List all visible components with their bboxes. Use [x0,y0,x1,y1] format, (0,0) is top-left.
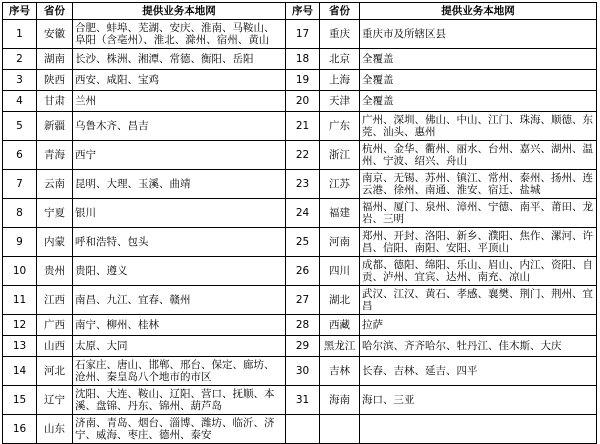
province-cell: 浙江 [320,141,360,170]
table-row [3,20,597,49]
local-network-cell: 全覆盖 [360,91,597,112]
province-cell [320,415,360,444]
seq-cell: 4 [3,91,37,112]
seq-cell: 13 [3,336,37,357]
province-cell: 甘肃 [37,91,73,112]
seq-cell: 9 [3,228,37,257]
seq-cell: 22 [286,141,320,170]
table-row [3,315,597,336]
local-network-cell: 成都、德阳、绵阳、乐山、眉山、内江、资阳、自贡、泸州、宜宾、达州、南充、凉山 [360,257,597,286]
local-network-cell: 全覆盖 [360,70,597,91]
header-local-network: 提供业务本地网 [360,3,597,20]
province-cell: 重庆 [320,20,360,49]
province-cell: 北京 [320,49,360,70]
province-cell: 湖北 [320,286,360,315]
table-row [3,70,597,91]
local-network-cell: 银川 [73,199,286,228]
seq-cell: 7 [3,170,37,199]
local-network-cell: 贵阳、遵义 [73,257,286,286]
table-row [3,357,597,386]
coverage-table [2,2,597,444]
seq-cell: 14 [3,357,37,386]
table-row [3,141,597,170]
province-cell: 河北 [37,357,73,386]
seq-cell: 12 [3,315,37,336]
seq-cell: 30 [286,357,320,386]
local-network-cell: 西宁 [73,141,286,170]
seq-cell: 3 [3,70,37,91]
local-network-cell: 沈阳、大连、鞍山、辽阳、营口、抚顺、本溪、盘锦、丹东、锦州、葫芦岛 [73,386,286,415]
province-cell: 湖南 [37,49,73,70]
seq-cell: 8 [3,199,37,228]
province-cell: 河南 [320,228,360,257]
local-network-cell: 乌鲁木齐、昌吉 [73,112,286,141]
seq-cell: 25 [286,228,320,257]
province-cell: 广东 [320,112,360,141]
seq-cell: 17 [286,20,320,49]
province-cell: 江西 [37,286,73,315]
province-cell: 山西 [37,336,73,357]
table-row [3,170,597,199]
local-network-cell: 长春、吉林、延吉、四平 [360,357,597,386]
local-network-cell: 武汉、江汉、黄石、孝感、襄樊、荆门、荆州、宜昌 [360,286,597,315]
province-cell: 辽宁 [37,386,73,415]
table-row [3,228,597,257]
local-network-cell: 南京、无锡、苏州、镇江、常州、泰州、扬州、连云港、徐州、南通、淮安、宿迁、盐城 [360,170,597,199]
province-cell: 广西 [37,315,73,336]
local-network-cell: 呼和浩特、包头 [73,228,286,257]
local-network-cell: 哈尔滨、齐齐哈尔、牡丹江、佳木斯、大庆 [360,336,597,357]
province-cell: 天津 [320,91,360,112]
seq-cell: 11 [3,286,37,315]
seq-cell: 24 [286,199,320,228]
local-network-cell: 南宁、柳州、桂林 [73,315,286,336]
seq-cell: 31 [286,386,320,415]
local-network-cell: 石家庄、唐山、邯郸、邢台、保定、廊坊、沧州、秦皇岛八个地市的市区 [73,357,286,386]
table-row [3,336,597,357]
local-network-cell: 福州、厦门、泉州、漳州、宁德、南平、莆田、龙岩、三明 [360,199,597,228]
province-cell: 云南 [37,170,73,199]
local-network-cell: 长沙、株洲、湘潭、常德、衡阳、岳阳 [73,49,286,70]
province-cell: 海南 [320,386,360,415]
table-row [3,415,597,444]
province-cell: 新疆 [37,112,73,141]
seq-cell: 18 [286,49,320,70]
province-cell: 陕西 [37,70,73,91]
table-row [3,112,597,141]
province-cell: 内蒙 [37,228,73,257]
seq-cell [286,415,320,444]
local-network-cell: 兰州 [73,91,286,112]
local-network-cell: 拉萨 [360,315,597,336]
seq-cell: 1 [3,20,37,49]
province-cell: 吉林 [320,357,360,386]
seq-cell: 15 [3,386,37,415]
table-row [3,49,597,70]
local-network-cell [360,415,597,444]
seq-cell: 28 [286,315,320,336]
seq-cell: 10 [3,257,37,286]
header-province: 省份 [320,3,360,20]
province-cell: 安徽 [37,20,73,49]
seq-cell: 29 [286,336,320,357]
seq-cell: 26 [286,257,320,286]
local-network-cell: 西安、咸阳、宝鸡 [73,70,286,91]
seq-cell: 2 [3,49,37,70]
table-row [3,199,597,228]
province-cell: 贵州 [37,257,73,286]
local-network-cell: 郑州、开封、洛阳、新乡、濮阳、焦作、漯河、许昌、信阳、南阳、安阳、平顶山 [360,228,597,257]
header-seq: 序号 [3,3,37,20]
seq-cell: 5 [3,112,37,141]
province-cell: 四川 [320,257,360,286]
seq-cell: 16 [3,415,37,444]
table-row [3,286,597,315]
province-cell: 江苏 [320,170,360,199]
local-network-cell: 南昌、九江、宜春、赣州 [73,286,286,315]
header-row [3,3,597,20]
province-cell: 黑龙江 [320,336,360,357]
local-network-cell: 济南、青岛、烟台、淄博、潍坊、临沂、济宁、威海、枣庄、德州、泰安 [73,415,286,444]
seq-cell: 20 [286,91,320,112]
province-cell: 宁夏 [37,199,73,228]
table-row [3,257,597,286]
local-network-cell: 太原、大同 [73,336,286,357]
header-local-network: 提供业务本地网 [73,3,286,20]
seq-cell: 19 [286,70,320,91]
seq-cell: 23 [286,170,320,199]
local-network-cell: 海口、三亚 [360,386,597,415]
local-network-cell: 合肥、蚌埠、芜湖、安庆、淮南、马鞍山、阜阳（含亳州）、淮北、滁州、宿州、黄山 [73,20,286,49]
seq-cell: 21 [286,112,320,141]
table-row [3,386,597,415]
province-cell: 青海 [37,141,73,170]
seq-cell: 27 [286,286,320,315]
local-network-cell: 全覆盖 [360,49,597,70]
local-network-cell: 杭州、金华、衢州、丽水、台州、嘉兴、湖州、温州、宁波、绍兴、舟山 [360,141,597,170]
table-body [3,20,597,444]
local-network-cell: 昆明、大理、玉溪、曲靖 [73,170,286,199]
province-cell: 上海 [320,70,360,91]
province-cell: 西藏 [320,315,360,336]
header-province: 省份 [37,3,73,20]
province-cell: 福建 [320,199,360,228]
table-row [3,91,597,112]
header-seq: 序号 [286,3,320,20]
seq-cell: 6 [3,141,37,170]
province-cell: 山东 [37,415,73,444]
local-network-cell: 广州、深圳、佛山、中山、江门、珠海、顺德、东莞、汕头、惠州 [360,112,597,141]
local-network-cell: 重庆市及所辖区县 [360,20,597,49]
